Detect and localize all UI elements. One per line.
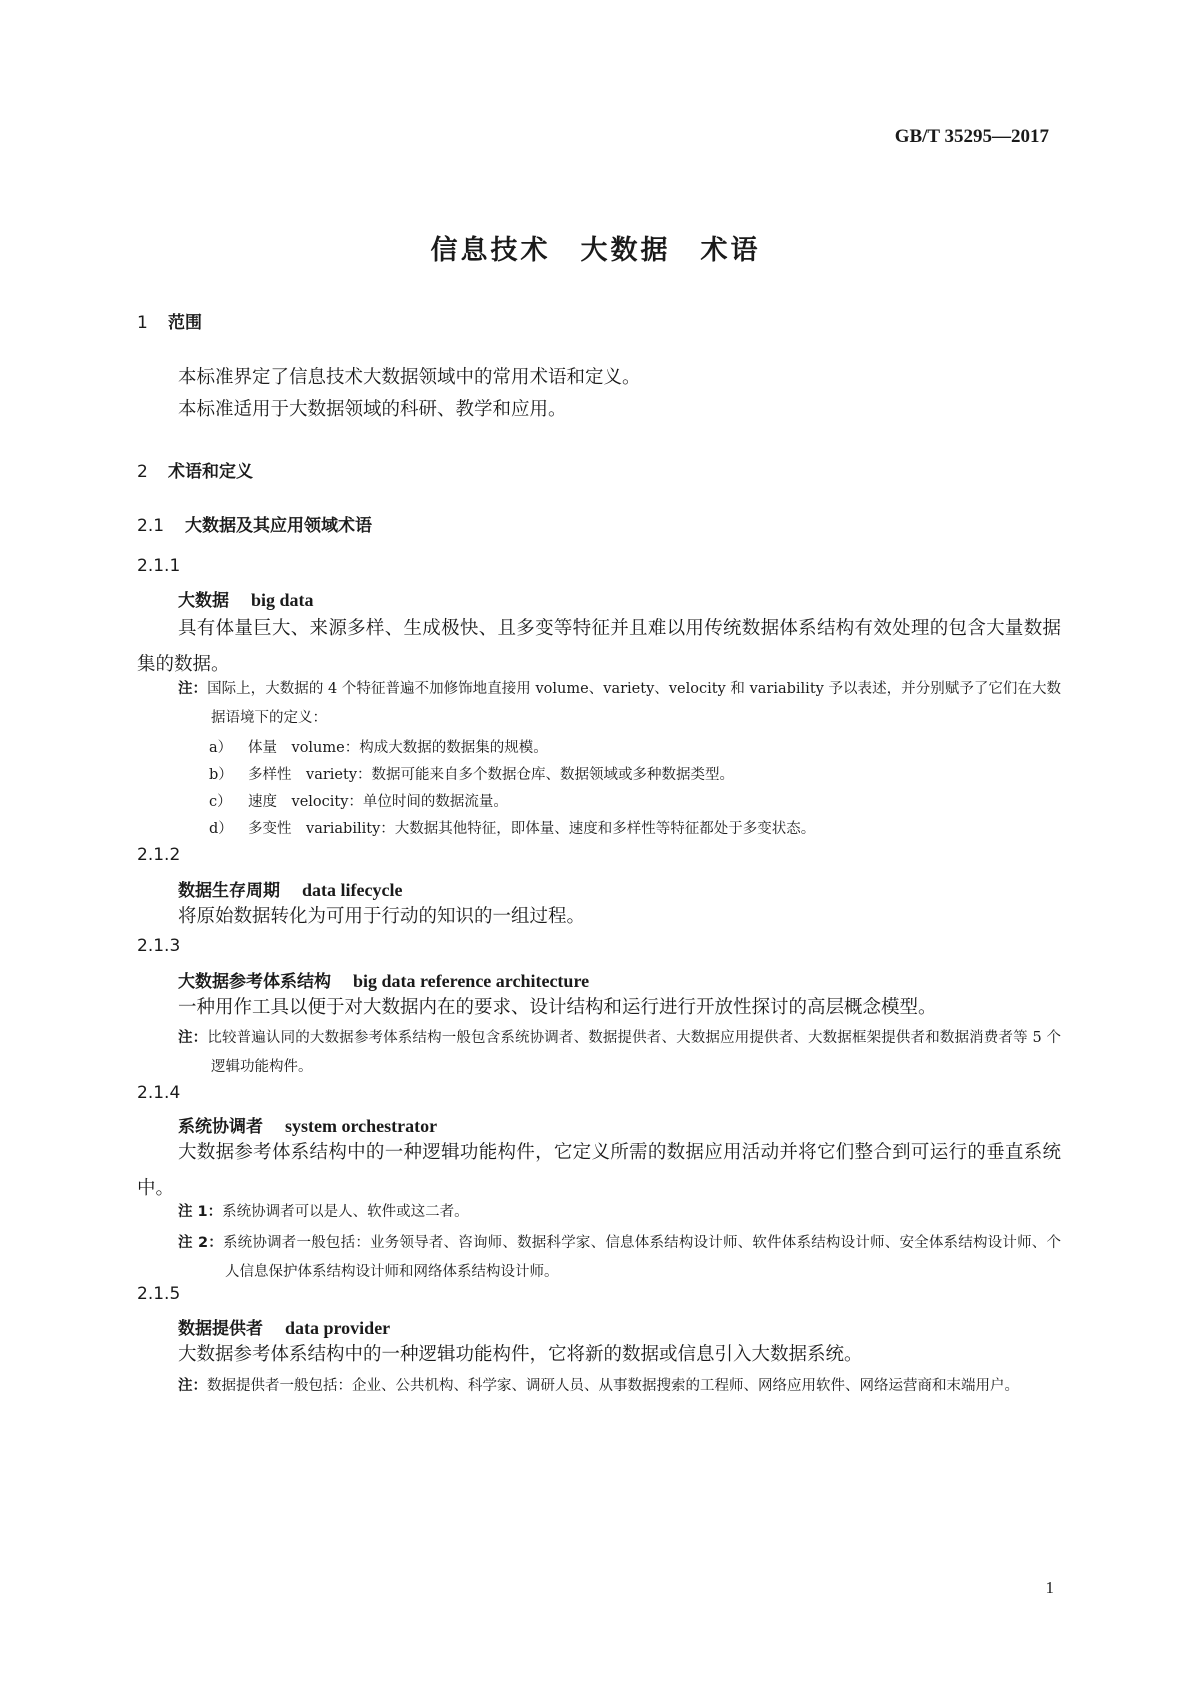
note-list-item (209, 817, 815, 838)
scope-paragraph-1: 本标准界定了信息技术大数据领域中的常用术语和定义。 (178, 367, 641, 388)
list-text: 速度 velocity：单位时间的数据流量。 (248, 794, 508, 810)
list-label: c） (209, 794, 232, 810)
section-number: 1 (137, 313, 148, 333)
note-list-item (209, 763, 734, 784)
list-text: 多样性 variety：数据可能来自多个数据仓库、数据领域或多种数据类型。 (248, 767, 735, 783)
note-label: 注： (178, 681, 208, 697)
term-heading-big-data (178, 586, 314, 611)
term-zh: 数据生存周期 (178, 881, 280, 901)
term-zh: 数据提供者 (178, 1319, 263, 1339)
term-zh: 大数据 (178, 591, 229, 611)
note-text: 系统协调者一般包括：业务领导者、咨询师、数据科学家、信息体系结构设计师、软件体系结构设计师、安全体系结构设计师、个人信息保护体系结构设计师和网络体系结构设计师。 (222, 1235, 1061, 1280)
note-label: 注 1： (178, 1204, 223, 1220)
term-definition: 大数据参考体系结构中的一种逻辑功能构件，它将新的数据或信息引入大数据系统。 (178, 1344, 863, 1365)
standard-number: GB/T 35295—2017 (894, 126, 1049, 147)
term-note-1 (178, 1198, 1061, 1227)
clause-number: 2.1.5 (137, 1284, 181, 1304)
term-en: big data reference architecture (353, 971, 590, 991)
page-number: 1 (1045, 1578, 1054, 1597)
list-text: 多变性 variability：大数据其他特征，即体量、速度和多样性等特征都处于多变状态。 (248, 821, 816, 837)
term-note (178, 1024, 1061, 1082)
term-heading-big-data-reference-architecture (178, 967, 589, 992)
term-heading-data-provider (178, 1314, 390, 1339)
clause-number: 2.1.1 (137, 556, 181, 576)
term-note-2 (178, 1229, 1061, 1287)
document-title: 信息技术 大数据 术语 (430, 235, 761, 266)
section-title: 术语和定义 (168, 462, 253, 482)
clause-number: 2.1.2 (137, 845, 181, 865)
section-title: 大数据及其应用领域术语 (185, 516, 372, 536)
section-title: 范围 (168, 313, 202, 333)
term-en: big data (251, 590, 314, 610)
term-definition: 将原始数据转化为可用于行动的知识的一组过程。 (178, 906, 586, 927)
term-en: data lifecycle (302, 880, 403, 900)
term-definition: 一种用作工具以便于对大数据内在的要求、设计结构和运行进行开放性探讨的高层概念模型。 (178, 997, 937, 1018)
note-text: 比较普遍认同的大数据参考体系结构一般包含系统协调者、数据提供者、大数据应用提供者、大数据框架提供者和数据消费者等 5 个逻辑功能构件。 (207, 1030, 1061, 1075)
term-note (178, 1372, 1061, 1401)
term-zh: 系统协调者 (178, 1117, 263, 1137)
note-list-item (209, 790, 508, 811)
section-2-1-heading (137, 511, 372, 536)
term-zh: 大数据参考体系结构 (178, 972, 331, 992)
scope-paragraph-2: 本标准适用于大数据领域的科研、教学和应用。 (178, 399, 567, 420)
list-label: b） (209, 767, 233, 783)
note-label: 注 2： (178, 1235, 223, 1251)
list-label: d） (209, 821, 233, 837)
clause-number: 2.1.3 (137, 936, 181, 956)
note-text: 系统协调者可以是人、软件或这二者。 (222, 1204, 469, 1220)
term-en: system orchestrator (285, 1116, 438, 1136)
note-list-item (209, 736, 548, 757)
term-definition: 具有体量巨大、来源多样、生成极快、且多变等特征并且难以用传统数据体系结构有效处理的包含大量数据集的数据。 (137, 618, 1061, 675)
section-2-heading (137, 457, 253, 482)
list-label: a） (209, 740, 233, 756)
term-note (178, 675, 1061, 733)
note-text: 国际上，大数据的 4 个特征普遍不加修饰地直接用 volume、variety、velocity 和 variability 予以表述，并分别赋予了它们在大数据语境下的定义： (207, 681, 1062, 726)
term-heading-system-orchestrator (178, 1112, 437, 1137)
section-number: 2.1 (137, 516, 165, 536)
section-number: 2 (137, 462, 148, 482)
note-text: 数据提供者一般包括：企业、公共机构、科学家、调研人员、从事数据搜索的工程师、网络应用软件、网络运营商和末端用户。 (207, 1378, 1019, 1394)
note-label: 注： (178, 1378, 207, 1394)
list-text: 体量 volume：构成大数据的数据集的规模。 (248, 740, 548, 756)
clause-number: 2.1.4 (137, 1083, 181, 1103)
note-label: 注： (178, 1030, 208, 1046)
section-1-heading (137, 308, 202, 333)
term-en: data provider (285, 1318, 391, 1338)
term-definition: 大数据参考体系结构中的一种逻辑功能构件，它定义所需的数据应用活动并将它们整合到可运行的垂直系统中。 (137, 1142, 1061, 1199)
term-heading-data-lifecycle (178, 876, 402, 901)
